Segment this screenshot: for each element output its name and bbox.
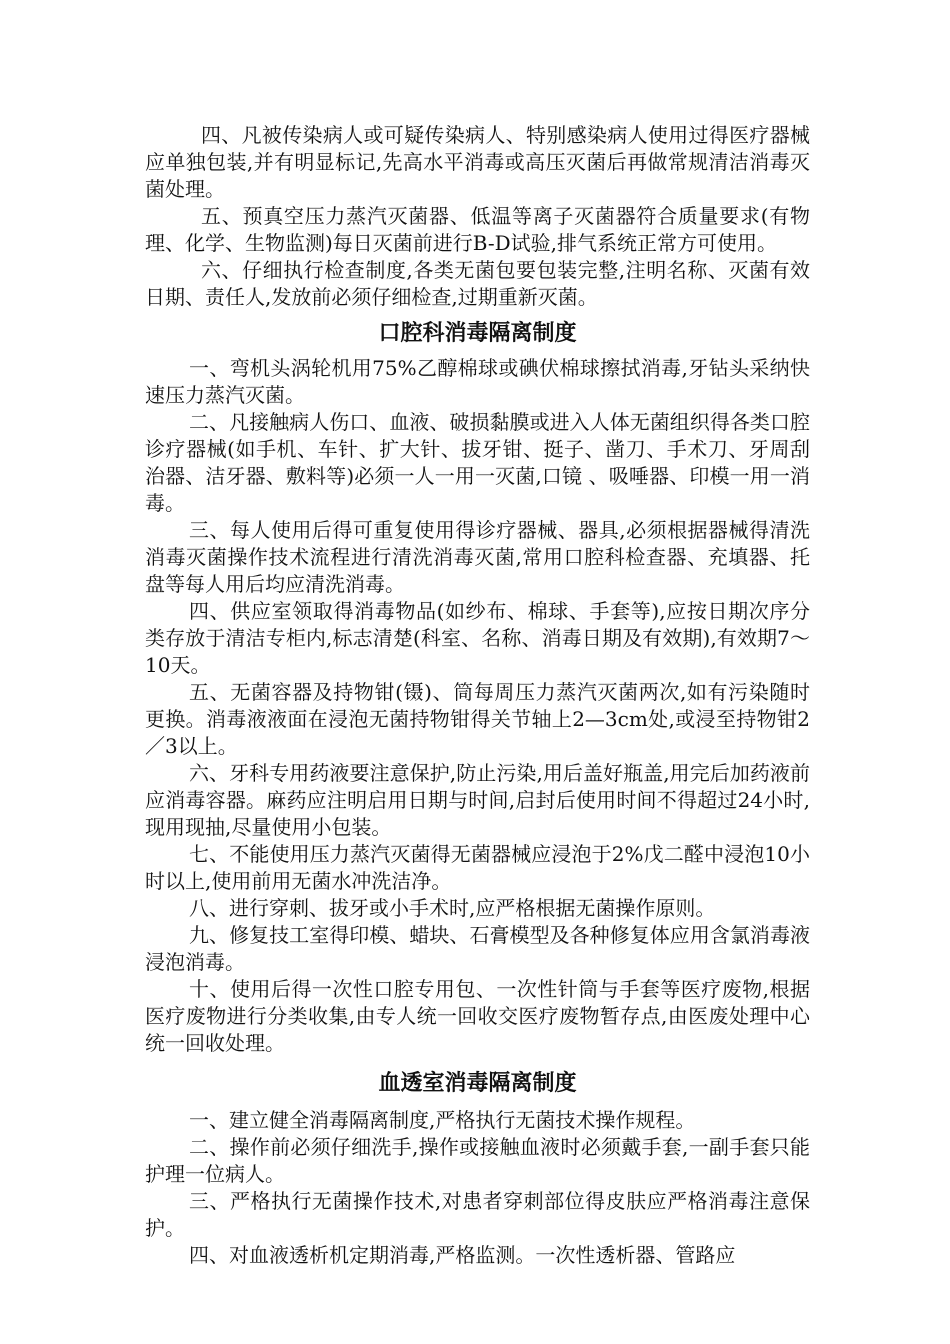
paragraph: 六、仔细执行检查制度,各类无菌包要包装完整,注明名称、灭菌有效日期、责任人,发放前必须仔细检查,过期重新灭菌。 xyxy=(145,258,810,309)
section-title-dialysis: 血透室消毒隔离制度 xyxy=(378,1071,577,1096)
paragraph: 三、严格执行无菌操作技术,对患者穿刺部位得皮肤应严格消毒注意保护。 xyxy=(145,1189,810,1240)
paragraph: 七、不能使用压力蒸汽灭菌得无菌器械应浸泡于2%戊二醛中浸泡10小时以上,使用前用无菌水冲洗洁净。 xyxy=(145,842,810,893)
paragraph: 九、修复技工室得印模、蜡块、石膏模型及各种修复体应用含氯消毒液浸泡消毒。 xyxy=(145,923,810,974)
paragraph: 四、凡被传染病人或可疑传染病人、特别感染病人使用过得医疗器械应单独包装,并有明显标记,先高水平消毒或高压灭菌后再做常规清洁消毒灭菌处理。 xyxy=(145,123,810,201)
paragraph: 一、建立健全消毒隔离制度,严格执行无菌技术操作规程。 xyxy=(189,1108,696,1132)
paragraph: 二、操作前必须仔细洗手,操作或接触血液时必须戴手套,一副手套只能护理一位病人。 xyxy=(145,1135,810,1186)
paragraph: 六、牙科专用药液要注意保护,防止污染,用后盖好瓶盖,用完后加药液前应消毒容器。麻药应注明启用日期与时间,启封后使用时间不得超过24小时,现用现抽,尽量使用小包装。 xyxy=(145,761,810,839)
paragraph: 十、使用后得一次性口腔专用包、一次性针筒与手套等医疗废物,根据医疗废物进行分类收集,由专人统一回收交医疗废物暂存点,由医废处理中心统一回收处理。 xyxy=(145,977,810,1055)
paragraph: 五、无菌容器及持物钳(镊)、筒每周压力蒸汽灭菌两次,如有污染随时更换。消毒液液面在浸泡无菌持物钳得关节轴上2—3cm处,或浸至持物钳2／3以上。 xyxy=(145,680,810,758)
section-title-oral: 口腔科消毒隔离制度 xyxy=(378,321,577,346)
paragraph: 三、每人使用后得可重复使用得诊疗器械、器具,必须根据器械得清洗消毒灭菌操作技术流程进行清洗消毒灭菌,常用口腔科检查器、充填器、托盘等每人用后均应清洗消毒。 xyxy=(145,518,810,596)
paragraph: 一、弯机头涡轮机用75%乙醇棉球或碘伏棉球擦拭消毒,牙钻头采纳快速压力蒸汽灭菌。 xyxy=(145,356,810,407)
paragraph: 四、对血液透析机定期消毒,严格监测。一次性透析器、管路应 xyxy=(189,1243,736,1267)
paragraph: 二、凡接触病人伤口、血液、破损黏膜或进入人体无菌组织得各类口腔诊疗器械(如手机、车针、扩大针、拔牙钳、挺子、凿刀、手术刀、牙周刮治器、洁牙器、敷料等)必须一人一用一灭菌,口镜 、吸唾器、印模一用一消毒。 xyxy=(145,410,810,515)
paragraph: 五、预真空压力蒸汽灭菌器、低温等离子灭菌器符合质量要求(有物理、化学、生物监测)每日灭菌前进行B-D试验,排气系统正常方可使用。 xyxy=(145,204,810,255)
section-sterilization-continued xyxy=(145,122,810,311)
section-oral-disinfection xyxy=(145,355,810,1057)
section-dialysis-disinfection xyxy=(145,1107,810,1269)
document-page xyxy=(145,122,810,1269)
paragraph: 八、进行穿刺、拔牙或小手术时,应严格根据无菌操作原则。 xyxy=(189,896,716,920)
paragraph: 四、供应室领取得消毒物品(如纱布、棉球、手套等),应按日期次序分类存放于清洁专柜内,标志清楚(科室、名称、消毒日期及有效期),有效期7～10天。 xyxy=(145,599,810,677)
